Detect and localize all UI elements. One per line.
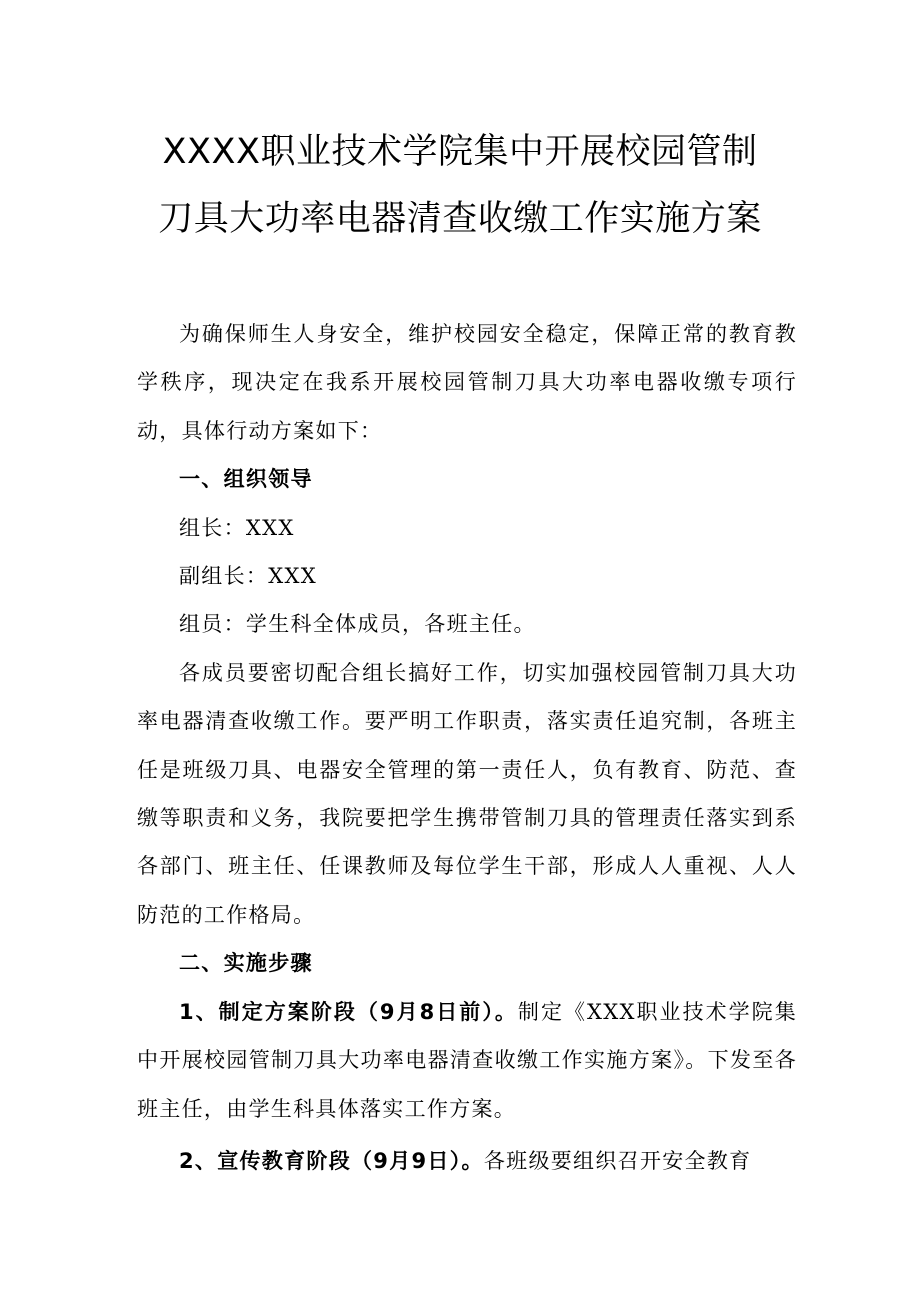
step-1-label: 1、制定方案阶段（9月8日前）。	[179, 999, 518, 1024]
leader-line: 组长：XXX	[179, 515, 295, 540]
step-2-label: 2、宣传教育阶段（9月9日）。	[179, 1148, 484, 1173]
section-2-heading: 二、实施步骤	[179, 951, 313, 976]
document-body	[137, 310, 797, 1185]
deputy-leader-line: 副组长：XXX	[179, 564, 317, 589]
step-1-paragraph	[137, 988, 797, 1133]
step-1-text: 制定《XXX职业技术学院集中开展校园管制刀具大功率电器清查收缴工作实施方案》。下发至各班主任，由学生科具体落实工作方案。	[137, 999, 798, 1121]
step-2-paragraph	[137, 1137, 797, 1185]
intro-paragraph: 为确保师生人身安全，维护校园安全稳定，保障正常的教育教学秩序，现决定在我系开展校园管制刀具大功率电器收缴专项行动，具体行动方案如下：	[137, 322, 797, 443]
document-title-line-2: 刀具大功率电器清查收缴工作实施方案	[158, 199, 762, 239]
section-1-heading: 一、组织领导	[179, 467, 313, 492]
duty-paragraph: 各成员要密切配合组长搞好工作，切实加强校园管制刀具大功率电器清查收缴工作。要严明工作职责，落实责任追究制，各班主任是班级刀具、电器安全管理的第一责任人，负有教育、防范、查缴等职责和义务，我院要把学生携带管制刀具的管理责任落实到系各部门、班主任、任课教师及每位学生干部，形成人人重视、人人防范的工作格局。	[137, 660, 797, 927]
members-line: 组员：学生科全体成员，各班主任。	[179, 612, 536, 637]
document-title-line-1: XXXX职业技术学院集中开展校园管制	[162, 132, 758, 172]
step-2-text: 各班级要组织召开安全教育	[483, 1148, 752, 1173]
